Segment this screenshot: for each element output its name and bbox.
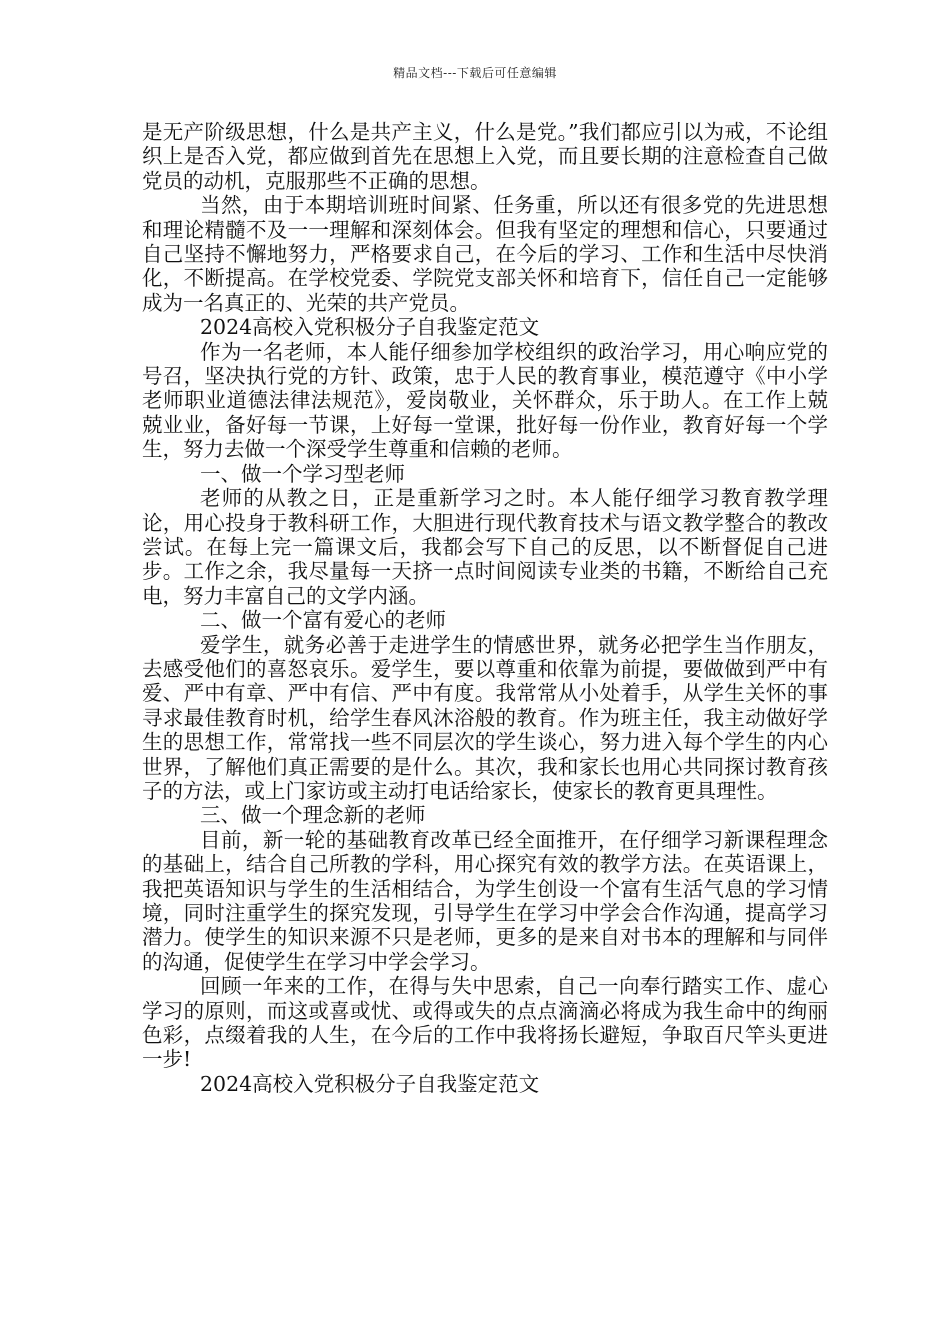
- paragraph: 回顾一年来的工作，在得与失中思索，自己一向奉行踏实工作、虚心学习的原则，而这或喜或忧、或得或失的点点滴滴必将成为我生命中的绚丽色彩，点缀着我的人生，在今后的工作中我将扬长避短，争取百尺竿头更进一步!: [142, 974, 828, 1072]
- document-body: [142, 120, 828, 1096]
- page-header: 精品文档---下载后可任意编辑: [393, 66, 557, 80]
- paragraph: 老师的从教之日，正是重新学习之时。本人能仔细学习教育教学理论，用心投身于教科研工作，大胆进行现代教育技术与语文教学整合的教改尝试。在每上完一篇课文后，我都会写下自己的反思，以不断督促自己进步。工作之余，我尽量每一天挤一点时间阅读专业类的书籍，不断给自己充电，努力丰富自己的文学内涵。: [142, 486, 828, 608]
- paragraph: 爱学生，就务必善于走进学生的情感世界，就务必把学生当作朋友，去感受他们的喜怒哀乐。爱学生，要以尊重和依靠为前提，要做做到严中有爱、严中有章、严中有信、严中有度。我常常从小处着手，从学生关怀的事寻求最佳教育时机，给学生春风沐浴般的教育。作为班主任，我主动做好学生的思想工作，常常找一些不同层次的学生谈心，努力进入每个学生的内心世界，了解他们真正需要的是什么。其次，我和家长也用心共同探讨教育孩子的方法，或上门家访或主动打电话给家长，使家长的教育更具理性。: [142, 632, 828, 803]
- paragraph: 当然，由于本期培训班时间紧、任务重，所以还有很多党的先进思想和理论精髓不及一一理解和深刻体会。但我有坚定的理想和信心，只要通过自己坚持不懈地努力，严格要求自己，在今后的学习、工作和生活中尽快消化，不断提高。在学校党委、学院党支部关怀和培育下，信任自己一定能够成为一名真正的、光荣的共产党员。: [142, 193, 828, 315]
- section-title: 2024高校入党积极分子自我鉴定范文: [200, 1071, 540, 1096]
- section-heading: 一、做一个学习型老师: [200, 461, 405, 486]
- paragraph: 是无产阶级思想，什么是共产主义，什么是党。”我们都应引以为戒，不论组织上是否入党，都应做到首先在思想上入党，而且要长期的注意检查自己做党员的动机，克服那些不正确的思想。: [142, 120, 828, 193]
- paragraph: 作为一名老师，本人能仔细参加学校组织的政治学习，用心响应党的号召，坚决执行党的方针、政策，忠于人民的教育事业，模范遵守《中小学老师职业道德法律法规范》，爱岗敬业，关怀群众，乐于助人。在工作上兢兢业业，备好每一节课，上好每一堂课，批好每一份作业，教育好每一个学生，努力去做一个深受学生尊重和信赖的老师。: [142, 339, 828, 462]
- section-heading: 三、做一个理念新的老师: [200, 803, 426, 828]
- section-title: 2024高校入党积极分子自我鉴定范文: [200, 315, 540, 340]
- section-heading: 二、做一个富有爱心的老师: [200, 608, 446, 633]
- paragraph: 目前，新一轮的基础教育改革已经全面推开，在仔细学习新课程理念的基础上，结合自己所教的学科，用心探究有效的教学方法。在英语课上，我把英语知识与学生的生活相结合，为学生创设一个富有生活气息的学习情境，同时注重学生的探究发现，引导学生在学习中学会合作沟通，提高学习潜力。使学生的知识来源不只是老师，更多的是来自对书本的理解和与同伴的沟通，促使学生在学习中学会学习。: [142, 827, 828, 974]
